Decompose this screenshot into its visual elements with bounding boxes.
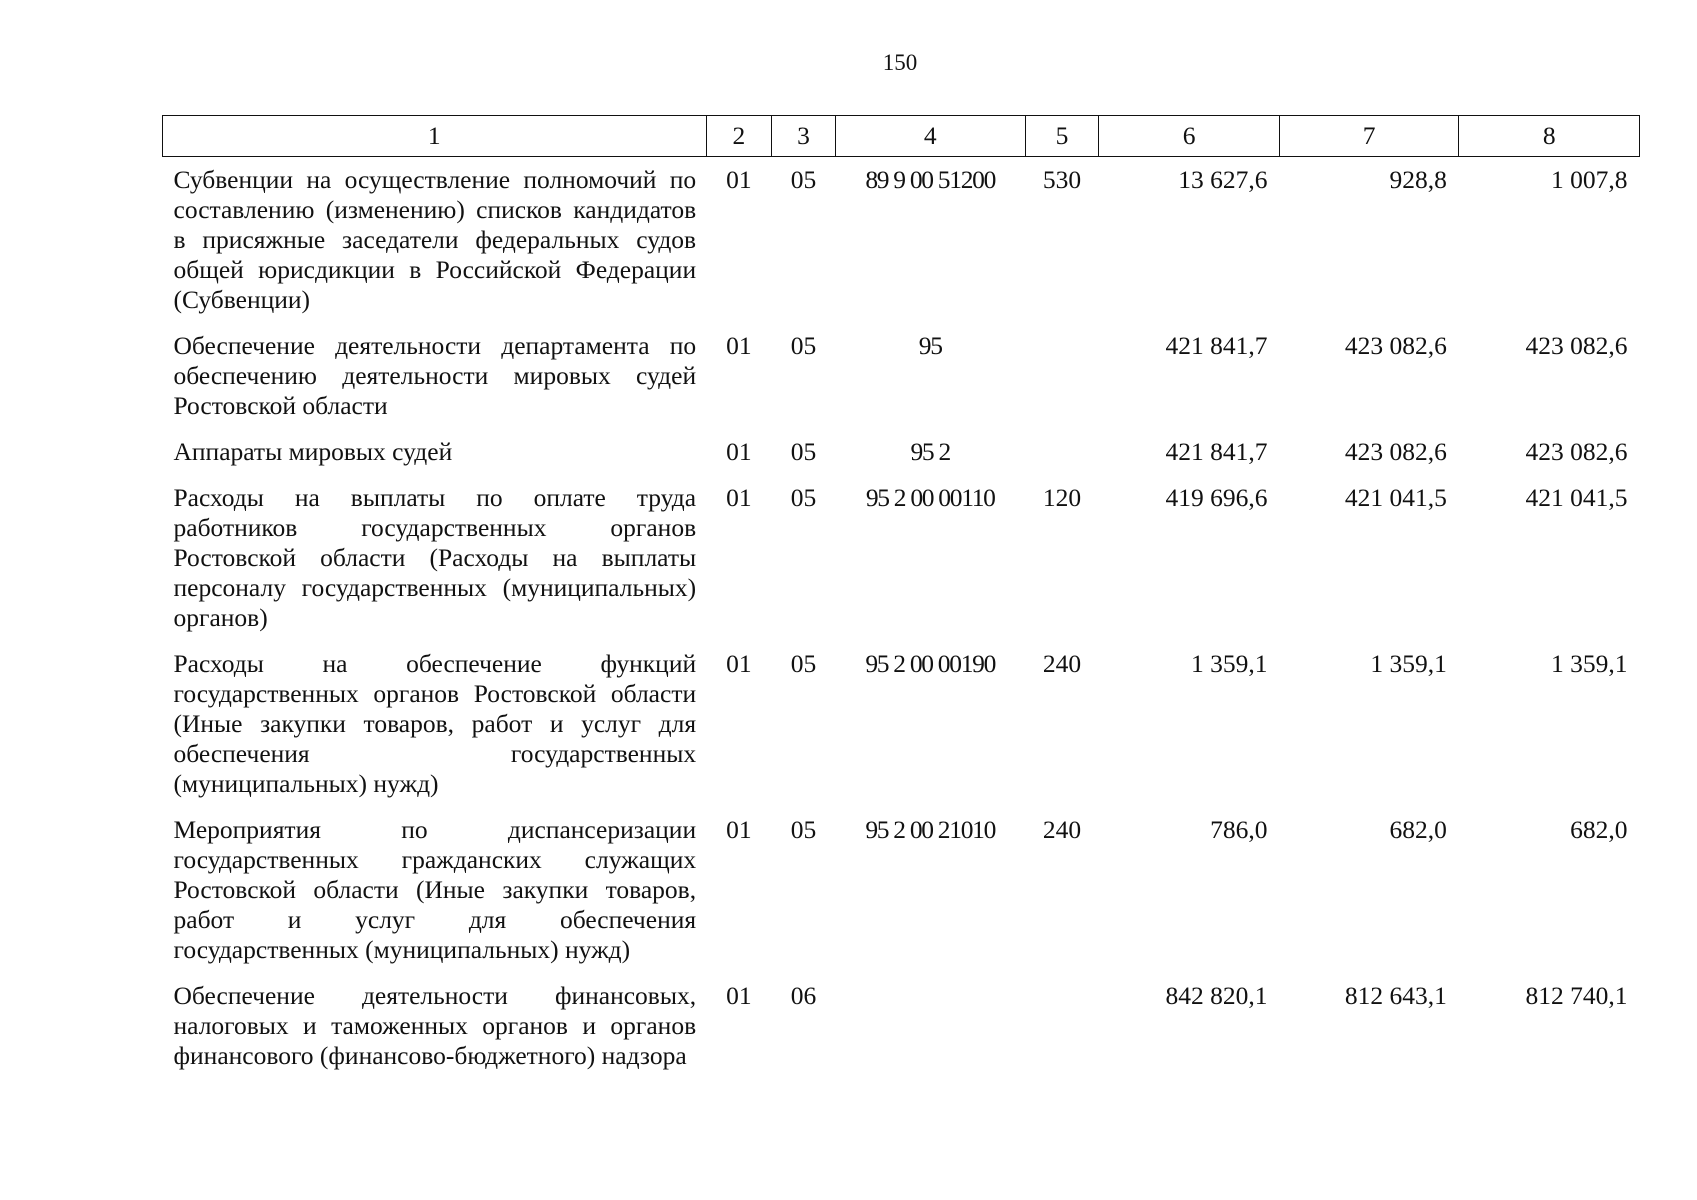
row-target-article: 95 2 00 00190 — [865, 649, 996, 678]
table-row — [163, 807, 1640, 973]
table-row — [163, 641, 1640, 807]
row-name: Расходы на выплаты по оплате труда работников государственных органов Ростовской области (Расходы на выплаты персоналу государственных (муниципальных) органов) — [173, 483, 697, 632]
table-row — [163, 475, 1640, 641]
header-col-8: 8 — [1459, 116, 1640, 157]
header-col-4: 4 — [835, 116, 1025, 157]
table-row — [163, 323, 1640, 429]
row-section: 01 — [726, 165, 752, 194]
row-target-article: 95 — [918, 331, 942, 360]
row-section: 01 — [726, 331, 752, 360]
row-subsection: 05 — [790, 649, 817, 678]
header-col-2: 2 — [706, 116, 772, 157]
row-expense-type — [1025, 973, 1099, 1083]
row-subsection: 06 — [790, 981, 817, 1010]
row-name: Расходы на обеспечение функций государственных органов Ростовской области (Иные закупки товаров, работ и услуг для обеспечения государственных (муниципальных) нужд) — [173, 649, 697, 798]
row-amount-2: 421 041,5 — [1344, 483, 1447, 512]
budget-table — [162, 115, 1640, 1083]
row-amount-2: 682,0 — [1389, 815, 1447, 844]
row-name: Мероприятия по диспансеризации государственных гражданских служащих Ростовской области (Иные закупки товаров, работ и услуг для обеспечения государственных (муниципальных) нужд) — [173, 815, 697, 964]
row-amount-3: 1 359,1 — [1551, 649, 1628, 678]
row-target-article — [835, 973, 1025, 1083]
row-amount-2: 928,8 — [1389, 165, 1447, 194]
row-subsection: 05 — [790, 483, 817, 512]
row-subsection: 05 — [790, 165, 817, 194]
row-amount-1: 842 820,1 — [1165, 981, 1268, 1010]
row-subsection: 05 — [790, 331, 817, 360]
table-header — [163, 116, 1640, 157]
row-subsection: 05 — [790, 437, 817, 466]
row-amount-1: 419 696,6 — [1165, 483, 1268, 512]
row-expense-type: 120 — [1042, 483, 1082, 512]
row-target-article: 89 9 00 51200 — [865, 165, 996, 194]
row-target-article: 95 2 00 00110 — [865, 483, 995, 512]
row-section: 01 — [726, 815, 752, 844]
row-amount-3: 423 082,6 — [1525, 437, 1628, 466]
header-col-5: 5 — [1025, 116, 1099, 157]
row-section: 01 — [726, 437, 752, 466]
row-name: Обеспечение деятельности департамента по обеспечению деятельности мировых судей Ростовской области — [173, 331, 697, 420]
table-body — [163, 157, 1640, 1084]
row-amount-3: 682,0 — [1570, 815, 1628, 844]
header-col-1: 1 — [163, 116, 707, 157]
row-name: Аппараты мировых судей — [173, 437, 453, 466]
header-col-3: 3 — [772, 116, 836, 157]
row-amount-2: 812 643,1 — [1344, 981, 1447, 1010]
row-expense-type — [1025, 429, 1099, 475]
table-row — [163, 973, 1640, 1083]
table-row — [163, 157, 1640, 324]
row-amount-2: 423 082,6 — [1344, 437, 1447, 466]
row-name: Обеспечение деятельности финансовых, налоговых и таможенных органов и органов финансового (финансово-бюджетного) надзора — [173, 981, 697, 1070]
row-amount-1: 1 359,1 — [1190, 649, 1268, 678]
header-row — [163, 116, 1640, 157]
row-subsection: 05 — [790, 815, 817, 844]
row-expense-type: 240 — [1042, 649, 1082, 678]
row-name: Субвенции на осуществление полномочий по составлению (изменению) списков кандидатов в присяжные заседатели федеральных судов общей юрисдикции в Российской Федерации (Субвенции) — [173, 165, 697, 314]
row-amount-1: 13 627,6 — [1178, 165, 1268, 194]
row-section: 01 — [726, 483, 752, 512]
row-target-article: 95 2 — [910, 437, 950, 466]
page-number: 150 — [882, 50, 918, 75]
row-amount-3: 1 007,8 — [1551, 165, 1628, 194]
table-row — [163, 429, 1640, 475]
row-amount-2: 1 359,1 — [1370, 649, 1447, 678]
header-col-6: 6 — [1099, 116, 1280, 157]
header-col-7: 7 — [1279, 116, 1458, 157]
row-amount-3: 423 082,6 — [1525, 331, 1628, 360]
row-expense-type: 240 — [1042, 815, 1082, 844]
row-section: 01 — [726, 649, 752, 678]
row-section: 01 — [726, 981, 752, 1010]
row-target-article: 95 2 00 21010 — [865, 815, 996, 844]
row-amount-1: 421 841,7 — [1165, 437, 1268, 466]
row-amount-3: 421 041,5 — [1525, 483, 1628, 512]
row-amount-2: 423 082,6 — [1344, 331, 1447, 360]
row-amount-1: 786,0 — [1210, 815, 1268, 844]
row-amount-1: 421 841,7 — [1165, 331, 1268, 360]
row-amount-3: 812 740,1 — [1525, 981, 1628, 1010]
row-expense-type: 530 — [1042, 165, 1082, 194]
row-expense-type — [1025, 323, 1099, 429]
